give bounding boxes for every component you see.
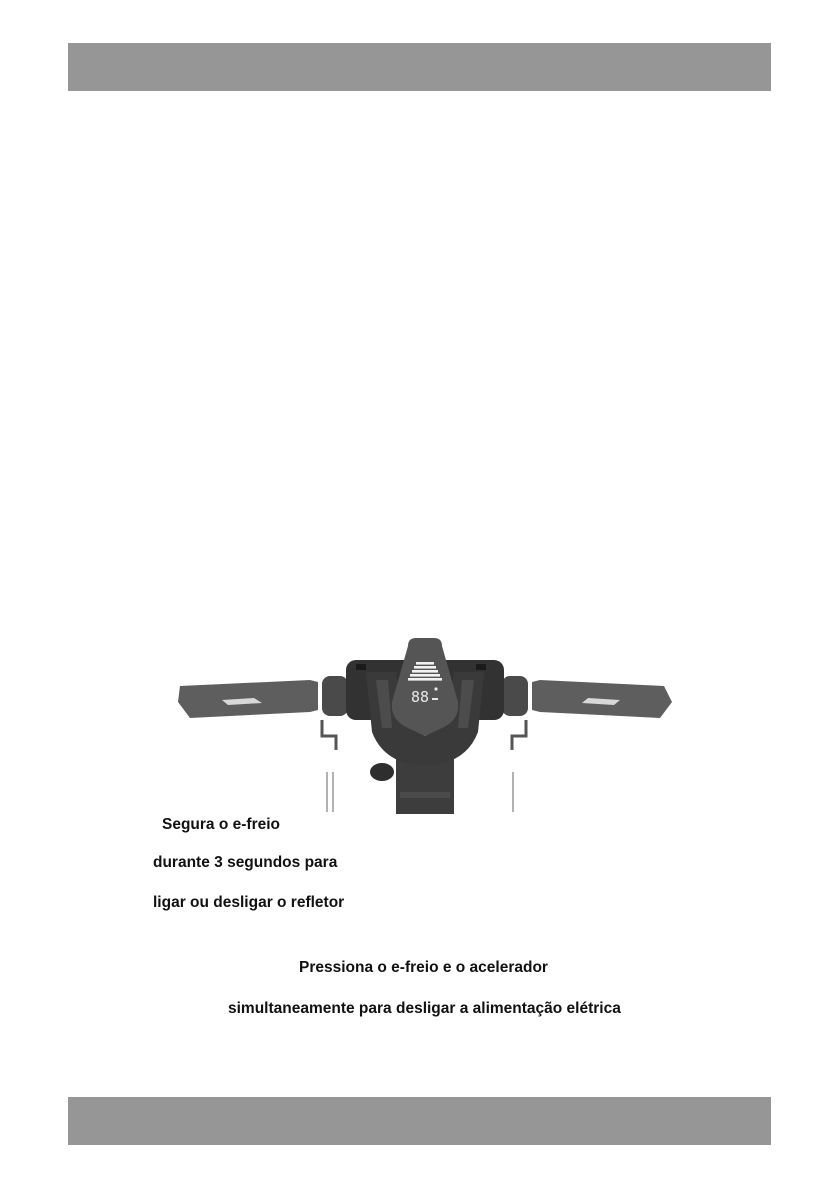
caption-brake-line-3: ligar ou desligar o refletor	[153, 894, 345, 911]
caption-brake-line-2: durante 3 segundos para	[153, 854, 338, 871]
display-panel	[392, 638, 458, 736]
caption-power-line-1: Pressiona o e-freio e o acelerador	[299, 959, 548, 976]
right-throttle	[502, 676, 528, 716]
left-brake-lever	[322, 676, 348, 716]
footer-band	[68, 1097, 771, 1145]
header-band	[68, 43, 771, 91]
caption-brake-line-1: Segura o e-freio	[162, 816, 280, 833]
bell	[370, 763, 394, 781]
caption-power-line-2: simultaneamente para desligar a alimentação elétrica	[228, 1000, 621, 1017]
speed-readout: 88	[410, 688, 430, 706]
scooter-handlebar-illustration	[170, 632, 680, 814]
